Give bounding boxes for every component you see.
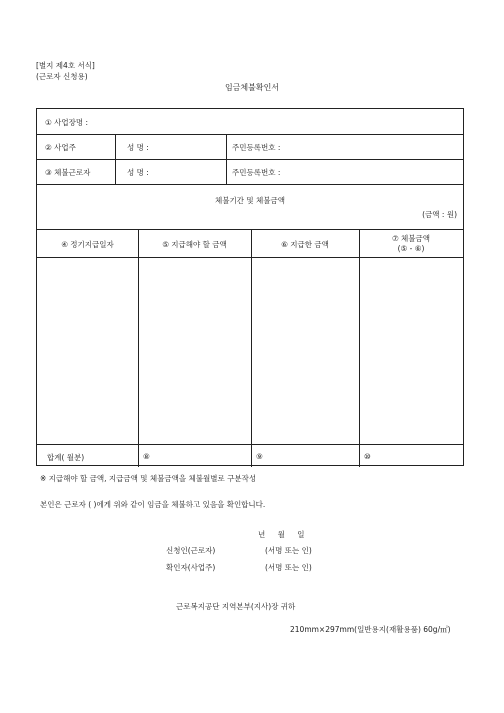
- col-header-amount-due: ⑤ 지급해야 할 금액: [162, 240, 227, 249]
- col-header-amount-paid: ⑥ 지급한 금액: [281, 240, 329, 249]
- employer-label: ② 사업주: [45, 143, 76, 152]
- row-divider: [37, 134, 463, 135]
- col-divider: [115, 134, 116, 184]
- col-divider: [251, 229, 252, 467]
- applicant-signature: (서명 또는 인): [265, 546, 312, 555]
- document-title: 임금체불확인서: [224, 83, 280, 92]
- business-name-label: ① 사업장명 :: [45, 118, 88, 127]
- total-arrears: ⑩: [364, 452, 371, 461]
- applicant-label: 신청인(근로자): [166, 546, 216, 555]
- wage-arrears-form-table: [36, 108, 464, 466]
- total-label: 합계( 월분): [47, 453, 85, 462]
- row-divider: [37, 184, 463, 185]
- employer-id-label: 주민등록번호 :: [232, 143, 281, 152]
- confirmer-signature: (서명 또는 인): [265, 563, 312, 572]
- col-header-pay-date: ④ 정기지급일자: [61, 240, 114, 249]
- col-divider: [359, 229, 360, 467]
- form-subtitle: (근로자 신청용): [36, 72, 88, 81]
- form-note: ※ 지급해야 할 금액, 지급금액 및 체불금액을 체불월별로 구분작성: [40, 474, 257, 483]
- col-divider: [138, 229, 139, 467]
- arrears-section-title: 체불기간 및 체불금액: [215, 196, 285, 205]
- worker-label: ③ 체불근로자: [45, 168, 91, 177]
- row-divider: [37, 257, 463, 258]
- form-number: [별지 제4호 서식]: [36, 61, 95, 70]
- total-amount-paid: ⑨: [256, 452, 263, 461]
- col-header-arrears-formula: (⑤ - ⑥): [397, 244, 425, 253]
- confirmer-label: 확인자(사업주): [166, 563, 216, 572]
- amount-unit: (금액 : 원): [422, 210, 457, 219]
- worker-name-label: 성 명 :: [127, 168, 149, 177]
- row-divider: [37, 444, 463, 445]
- col-header-arrears-amount: ⑦ 체불금액: [391, 234, 431, 243]
- confirmation-statement: 본인은 근로자 ( )에게 위와 같이 임금을 체불하고 있음을 확인합니다.: [40, 500, 266, 509]
- recipient-line: 근로복지공단 지역본부(지사)장 귀하: [176, 602, 296, 611]
- row-divider: [37, 229, 463, 230]
- total-amount-due: ⑧: [143, 452, 150, 461]
- employer-name-label: 성 명 :: [127, 143, 149, 152]
- col-divider: [226, 134, 227, 184]
- date-line: 년 월 일: [258, 530, 305, 539]
- worker-id-label: 주민등록번호 :: [232, 168, 281, 177]
- row-divider: [37, 159, 463, 160]
- paper-spec: 210mm×297mm(일반용지(재활용품) 60g/㎡): [290, 625, 451, 634]
